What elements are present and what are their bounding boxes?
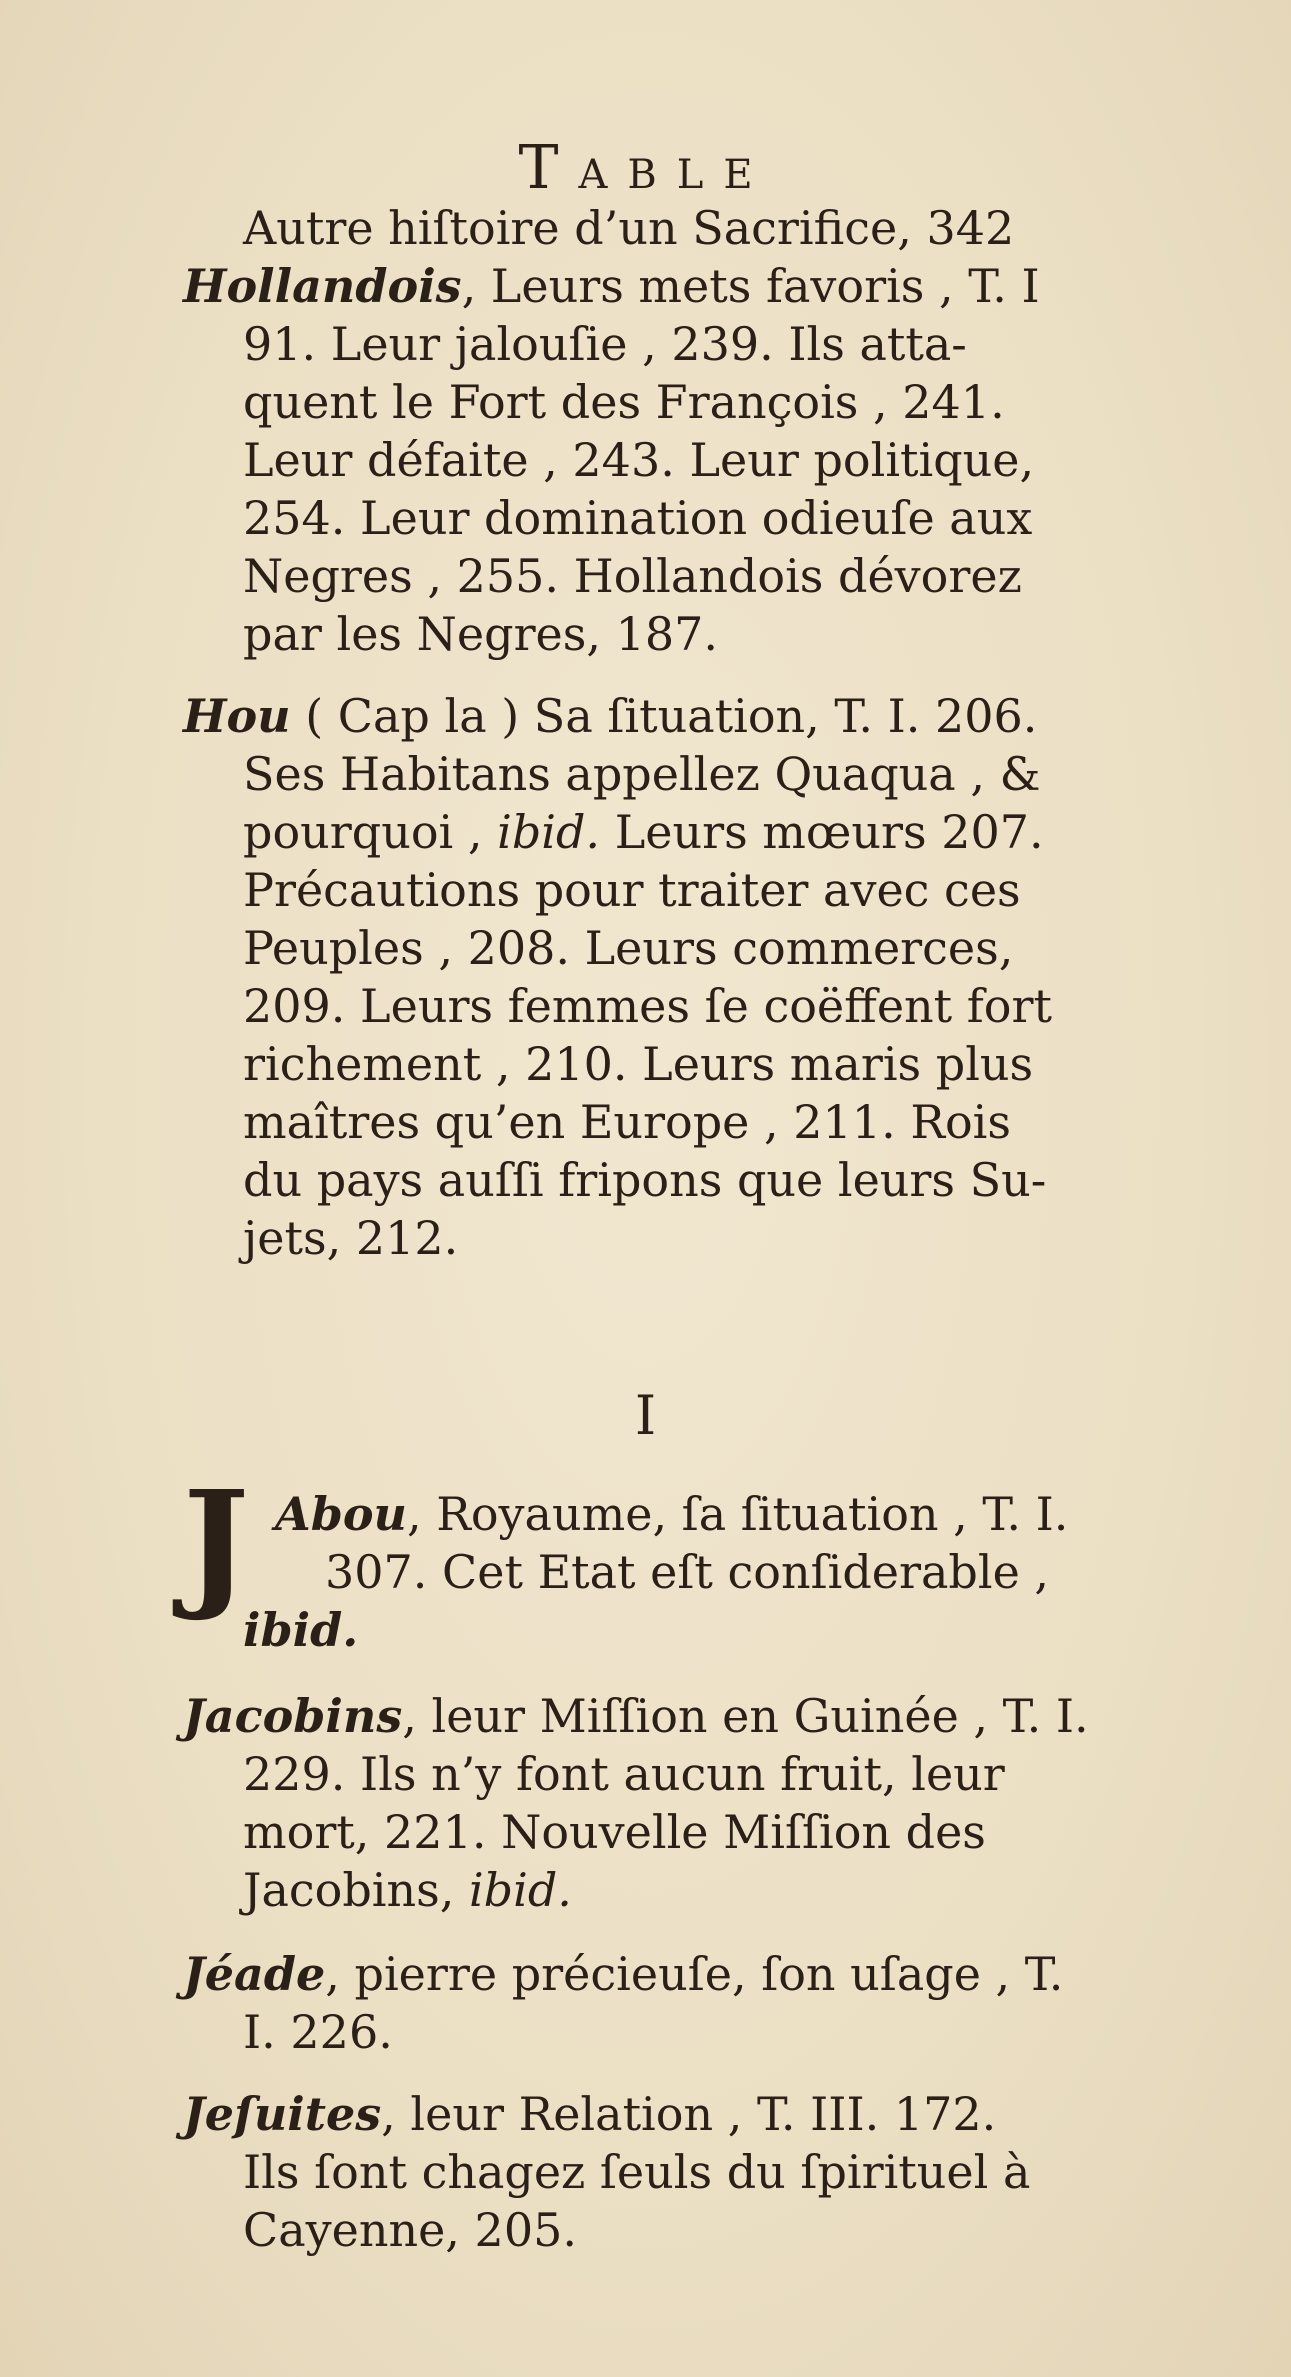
ibid-ref: ibid. — [468, 1863, 572, 1917]
headword: Jéade — [183, 1947, 326, 2001]
page-header — [0, 133, 1291, 205]
entry-line: jets, 212. — [243, 1211, 459, 1265]
headword: Abou — [275, 1487, 407, 1541]
entry-line: Précautions pour traiter avec ces — [243, 863, 1021, 917]
entry-line: 254. Leur domination odieuſe aux — [243, 491, 1033, 545]
entry-hollandois — [183, 258, 1123, 314]
header-rest: ABLE — [578, 152, 773, 198]
entry-line: richement , 210. Leurs maris plus — [243, 1037, 1034, 1091]
entry-hou — [183, 688, 1123, 744]
entry-line: I. 226. — [243, 2005, 393, 2059]
headword: Jacobins — [183, 1689, 403, 1743]
header-first-letter: T — [518, 133, 579, 203]
entry-text: , Leurs mets favoris , T. I — [461, 259, 1040, 313]
ibid-ref: ibid. — [497, 805, 601, 859]
entry-text: , leur Relation , T. III. 172. — [381, 2087, 997, 2141]
entry-line: Peuples , 208. Leurs commerces, — [243, 921, 1014, 975]
entry-line: Negres , 255. Hollandois dévorez — [243, 549, 1022, 603]
ibid-ref: ibid. — [243, 1603, 359, 1657]
entry-line: Ils ſont chagez ſeuls du ſpirituel à — [243, 2145, 1031, 2199]
entry-text: Leurs mœurs 207. — [614, 805, 1044, 859]
entry-line: Autre hiſtoire d’un Sacrifice, 342 — [243, 201, 1015, 255]
entry-line: quent le Fort des François , 241. — [243, 375, 1005, 429]
entry-line: du pays auſſi fripons que leurs Su- — [243, 1153, 1047, 1207]
entry-line: maîtres qu’en Europe , 211. Rois — [243, 1095, 1011, 1149]
entry-line — [243, 1862, 1183, 1918]
entry-text: , pierre précieuſe, ſon uſage , T. — [325, 1947, 1064, 2001]
entry-line: Ses Habitans appellez Quaqua , & — [243, 747, 1041, 801]
drop-cap: J — [183, 1461, 250, 1625]
headword: Hou — [183, 689, 291, 743]
entry-line: 91. Leur jalouſie , 239. Ils atta- — [243, 317, 967, 371]
entry-line: Cayenne, 205. — [243, 2203, 577, 2257]
section-letter: I — [634, 1384, 657, 1447]
entry-line: mort, 221. Nouvelle Miſſion des — [243, 1805, 986, 1859]
entry-line — [243, 804, 1183, 860]
entry-jacobins — [183, 1688, 1123, 1744]
entry-line: 229. Ils n’y font aucun fruit, leur — [243, 1747, 1005, 1801]
entry-line: 307. Cet Etat eſt conſiderable , — [325, 1545, 1050, 1599]
entry-text: , Royaume, ſa ſituation , T. I. — [406, 1487, 1069, 1541]
entry-jabou — [275, 1486, 1215, 1542]
entry-line: Leur défaite , 243. Leur politique, — [243, 433, 1035, 487]
entry-text: , leur Miſſion en Guinée , T. I. — [402, 1689, 1089, 1743]
entry-line: par les Negres, 187. — [243, 607, 719, 661]
entry-line: 209. Leurs femmes ſe coëffent fort — [243, 979, 1052, 1033]
entry-jeade — [183, 1946, 1123, 2002]
entry-text: pourquoi , — [243, 805, 483, 859]
entry-line — [243, 1602, 1183, 1658]
entry-jesuites — [183, 2086, 1123, 2142]
entry-text: Jacobins, — [243, 1863, 455, 1917]
entry-text: ( Cap la ) Sa ſituation, T. I. 206. — [305, 689, 1038, 743]
headword: Jeſuites — [183, 2087, 382, 2141]
headword: Hollandois — [183, 259, 462, 313]
